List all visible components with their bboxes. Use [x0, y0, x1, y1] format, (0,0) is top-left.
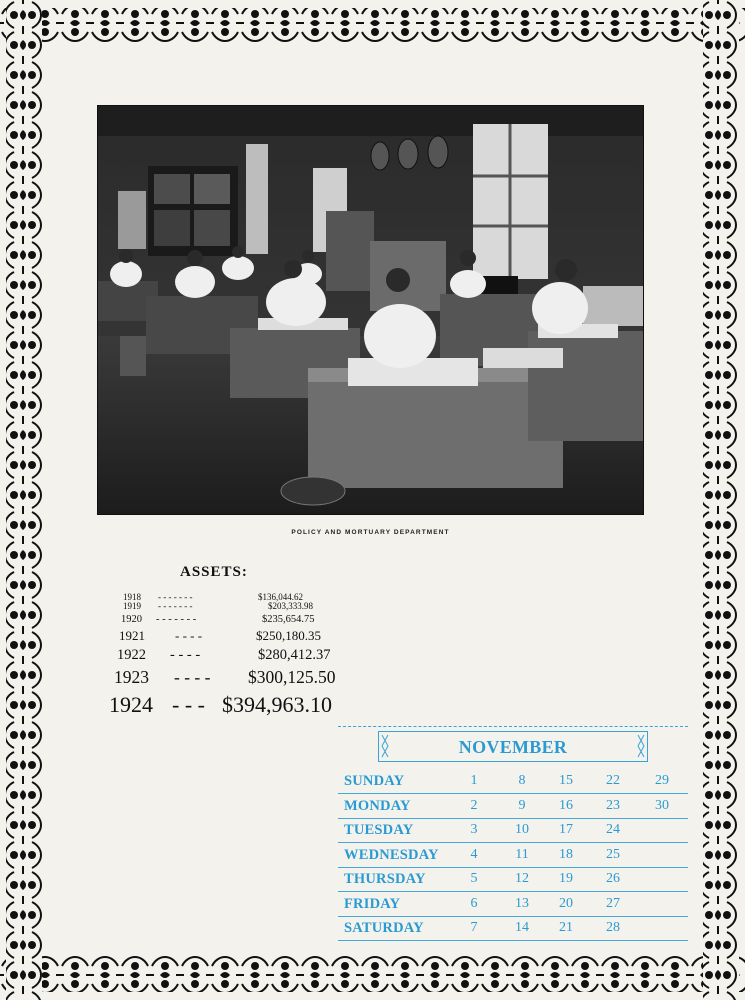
calendar-date: 14	[515, 920, 529, 935]
calendar-month-title: NOVEMBER	[458, 737, 568, 757]
calendar-date: 4	[470, 846, 478, 862]
assets-row	[0, 667, 360, 691]
assets-year: 1920	[121, 614, 142, 625]
ornamental-border-top	[0, 0, 745, 46]
calendar-weekday: WEDNESDAY	[344, 846, 439, 863]
calendar-date: 16	[559, 797, 573, 813]
month-calendar	[338, 726, 688, 942]
photo-caption: POLICY AND MORTUARY DEPARTMENT	[291, 529, 450, 536]
assets-amount: $203,333.98	[268, 601, 313, 611]
calendar-weekday: SUNDAY	[344, 773, 405, 789]
assets-title: ASSETS:	[180, 564, 248, 580]
calendar-top-rule	[338, 726, 688, 727]
assets-amount: $280,412.37	[258, 647, 331, 663]
calendar-date: 8	[518, 773, 526, 788]
calendar-date: 30	[655, 797, 669, 813]
calendar-date: 12	[515, 871, 529, 886]
assets-amount: $300,125.50	[248, 667, 336, 687]
assets-leader-dots: - - - -	[170, 647, 201, 663]
calendar-weekday: THURSDAY	[344, 871, 426, 887]
assets-year: 1923	[114, 667, 149, 687]
calendar-date: 28	[606, 920, 620, 935]
calendar-date: 22	[606, 773, 620, 788]
calendar-weekday: FRIDAY	[344, 895, 401, 912]
assets-leader-dots: - - - -	[175, 628, 203, 643]
calendar-date: 19	[559, 871, 573, 886]
assets-year: 1924	[109, 692, 153, 717]
calendar-date: 2	[470, 797, 478, 813]
calendar-weekday: TUESDAY	[344, 822, 414, 838]
assets-leader-dots: - - - -	[174, 667, 211, 687]
calendar-row	[338, 893, 688, 917]
calendar-row	[338, 917, 688, 941]
ornamental-border-right	[695, 0, 745, 1000]
assets-leader-dots: - - - - - - -	[158, 592, 193, 602]
calendar-title-frame	[378, 731, 648, 762]
calendar-date: 26	[606, 871, 620, 886]
calendar-row	[338, 770, 688, 794]
assets-year: 1919	[123, 601, 141, 611]
assets-leader-dots: - - -	[172, 692, 205, 717]
calendar-date: 18	[559, 846, 573, 862]
assets-row	[0, 628, 360, 647]
assets-year: 1922	[117, 647, 146, 663]
calendar-date: 9	[518, 797, 526, 813]
assets-amount: $136,044.62	[258, 592, 303, 602]
assets-row	[0, 692, 360, 720]
calendar-row-rule	[338, 940, 688, 941]
calendar-date: 13	[515, 895, 529, 911]
office-photograph	[97, 105, 644, 515]
assets-row	[0, 647, 360, 668]
calendar-date: 21	[559, 920, 573, 935]
calendar-weekday: SATURDAY	[344, 920, 424, 936]
calendar-date: 1	[470, 773, 478, 788]
calendar-date: 6	[470, 895, 478, 911]
calendar-date: 27	[606, 895, 620, 911]
calendar-date: 25	[606, 846, 620, 862]
ornamental-border-left	[0, 0, 50, 1000]
calendar-row	[338, 795, 688, 819]
calendar-date: 15	[559, 773, 573, 788]
calendar-date: 7	[470, 920, 478, 935]
calendar-date: 11	[515, 846, 529, 862]
assets-leader-dots: - - - - - - -	[156, 614, 197, 625]
calendar-date: 23	[606, 797, 620, 813]
assets-amount: $250,180.35	[256, 628, 321, 643]
assets-leader-dots: - - - - - - -	[158, 601, 193, 611]
assets-year: 1921	[119, 628, 145, 643]
assets-year: 1918	[123, 592, 141, 602]
calendar-date: 5	[470, 871, 478, 886]
calendar-row	[338, 844, 688, 868]
calendar-date: 17	[559, 822, 573, 837]
calendar-date: 29	[655, 773, 669, 788]
assets-amount: $394,963.10	[222, 692, 332, 717]
calendar-row	[338, 868, 688, 892]
calendar-row	[338, 819, 688, 843]
calendar-date: 3	[470, 822, 478, 837]
assets-amount: $235,654.75	[262, 614, 315, 625]
calendar-date: 10	[515, 822, 529, 837]
calendar-weekday: MONDAY	[344, 797, 411, 814]
calendar-date: 20	[559, 895, 573, 911]
calendar-date: 24	[606, 822, 620, 837]
ornamental-border-bottom	[0, 952, 745, 1000]
